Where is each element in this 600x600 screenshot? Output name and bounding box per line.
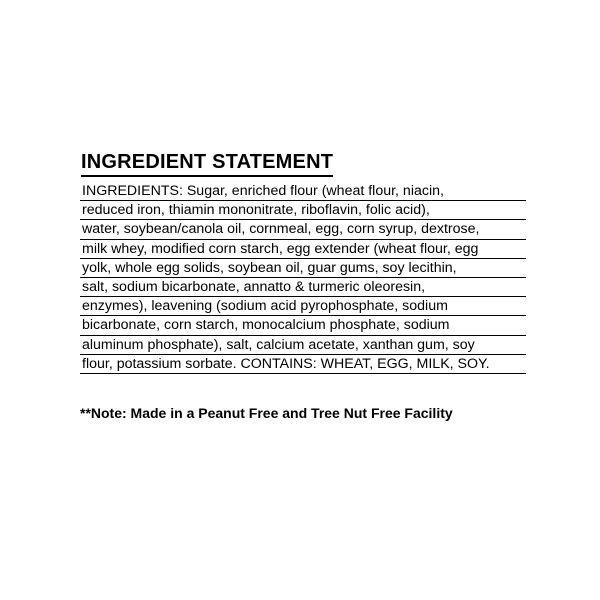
allergen-facility-note: **Note: Made in a Peanut Free and Tree Nut Free Facility — [80, 405, 453, 421]
ingredient-line: milk whey, modified corn starch, egg extender (wheat flour, egg — [80, 240, 526, 259]
ingredient-line: bicarbonate, corn starch, monocalcium phosphate, sodium — [80, 316, 526, 335]
ingredient-line: water, soybean/canola oil, cornmeal, egg, corn syrup, dextrose, — [80, 220, 526, 239]
ingredient-line: flour, potassium sorbate. CONTAINS: WHEAT, EGG, MILK, SOY. — [80, 355, 526, 374]
ingredient-line: aluminum phosphate), salt, calcium acetate, xanthan gum, soy — [80, 336, 526, 355]
ingredient-line: INGREDIENTS: Sugar, enriched flour (wheat flour, niacin, — [80, 182, 526, 201]
ingredient-lines — [80, 182, 526, 374]
ingredient-line: enzymes), leavening (sodium acid pyrophosphate, sodium — [80, 297, 526, 316]
ingredient-line: salt, sodium bicarbonate, annatto & turmeric oleoresin, — [80, 278, 526, 297]
ingredient-statement-panel — [80, 150, 526, 374]
ingredient-statement-heading: INGREDIENT STATEMENT — [81, 150, 333, 177]
ingredient-line: reduced iron, thiamin mononitrate, riboflavin, folic acid), — [80, 201, 526, 220]
ingredient-line: yolk, whole egg solids, soybean oil, guar gums, soy lecithin, — [80, 259, 526, 278]
